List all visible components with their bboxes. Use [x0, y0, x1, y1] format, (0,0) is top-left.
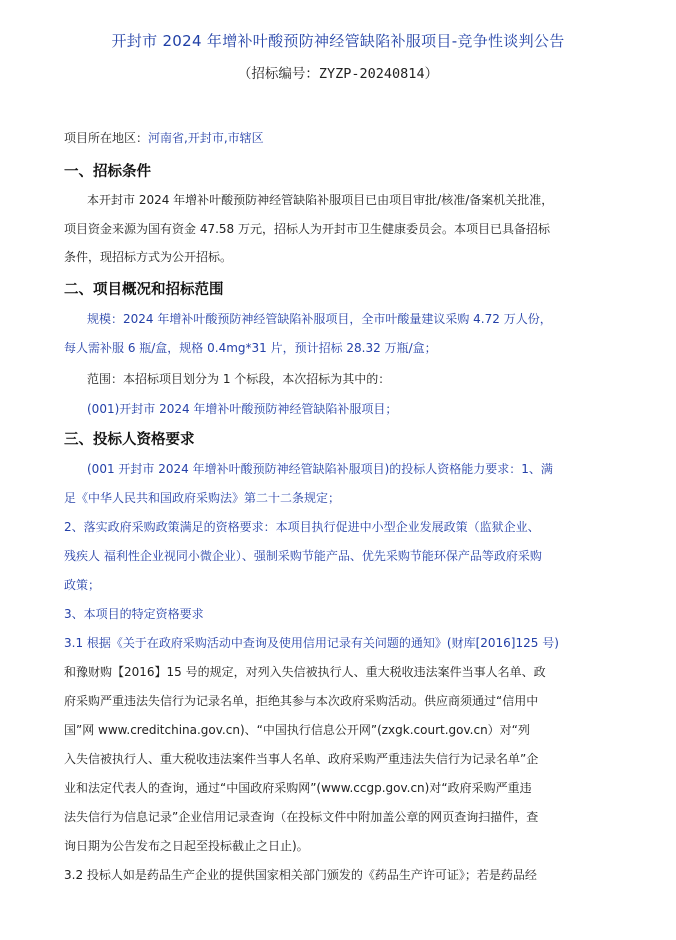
paragraph-line: 规模：2024 年增补叶酸预防神经管缺陷补服项目，全市叶酸量建议采购 4.72 万人份，	[87, 312, 552, 326]
paragraph-line: 府采购严重违法失信行为记录名单，拒绝其参与本次政府采购活动。供应商须通过“信用中	[64, 694, 539, 708]
paragraph-line: 业和法定代表人的查询，通过“中国政府采购网”(www.ccgp.gov.cn)对“政府采购严重违	[64, 781, 532, 795]
section-heading-project-overview: 二、项目概况和招标范围	[64, 282, 224, 298]
paragraph-line: 条件，现招标方式为公开招标。	[64, 250, 233, 264]
paragraph-line: 项目资金来源为国有资金 47.58 万元，招标人为开封市卫生健康委员会。本项目已具备招标	[64, 222, 550, 236]
paragraph-line: 3、本项目的特定资格要求	[64, 607, 204, 621]
paragraph-line: 和豫财购【2016】15 号的规定，对列入失信被执行人、重大税收违法案件当事人名单、政	[64, 665, 546, 679]
tender-number: （招标编号：ZYZP-20240814）	[237, 66, 439, 82]
paragraph-line: 入失信被执行人、重大税收违法案件当事人名单、政府采购严重违法失信行为记录名单”企	[64, 752, 539, 766]
paragraph-line: 范围：本招标项目划分为 1 个标段，本次招标为其中的：	[87, 372, 391, 386]
section-heading-bidder-qualifications: 三、投标人资格要求	[64, 432, 195, 448]
paragraph-line: 本开封市 2024 年增补叶酸预防神经管缺陷补服项目已由项目审批/核准/备案机关批准，	[87, 193, 554, 207]
paragraph-line: 每人需补服 6 瓶/盒，规格 0.4mg*31 片，预计招标 28.32 万瓶/盒；	[64, 341, 437, 355]
paragraph-line: 3.2 投标人如是药品生产企业的提供国家相关部门颁发的《药品生产许可证》；若是药品经	[64, 868, 537, 882]
paragraph-line: 国”网 www.creditchina.gov.cn)、“中国执行信息公开网”(zxgk.court.gov.cn）对“列	[64, 723, 530, 737]
section-heading-tender-conditions: 一、招标条件	[64, 164, 151, 180]
location-value: 河南省,开封市,市辖区	[148, 131, 264, 145]
notice-title: 开封市 2024 年增补叶酸预防神经管缺陷补服项目-竞争性谈判公告	[111, 32, 565, 50]
paragraph-line: 2、落实政府采购政策满足的资格要求：本项目执行促进中小型企业发展政策（监狱企业、	[64, 520, 540, 534]
paragraph-line: 政策；	[64, 578, 101, 592]
paragraph-line: 法失信行为信息记录”企业信用记录查询（在投标文件中附加盖公章的网页查询扫描件，查	[64, 810, 539, 824]
paragraph-line: 询日期为公告发布之日起至投标截止之日止)。	[64, 839, 309, 853]
paragraph-line: 残疾人 福利性企业视同小微企业）、强制采购节能产品、优先采购节能环保产品等政府采购	[64, 549, 542, 563]
location-label: 项目所在地区：	[64, 131, 149, 145]
paragraph-line: (001 开封市 2024 年增补叶酸预防神经管缺陷补服项目)的投标人资格能力要求：1、满	[87, 462, 553, 476]
paragraph-line: 足《中华人民共和国政府采购法》第二十二条规定；	[64, 491, 341, 505]
project-location	[64, 131, 264, 145]
paragraph-line: 3.1 根据《关于在政府采购活动中查询及使用信用记录有关问题的通知》(财库[2016]125 号)	[64, 636, 559, 650]
paragraph-line: (001)开封市 2024 年增补叶酸预防神经管缺陷补服项目；	[87, 402, 398, 416]
